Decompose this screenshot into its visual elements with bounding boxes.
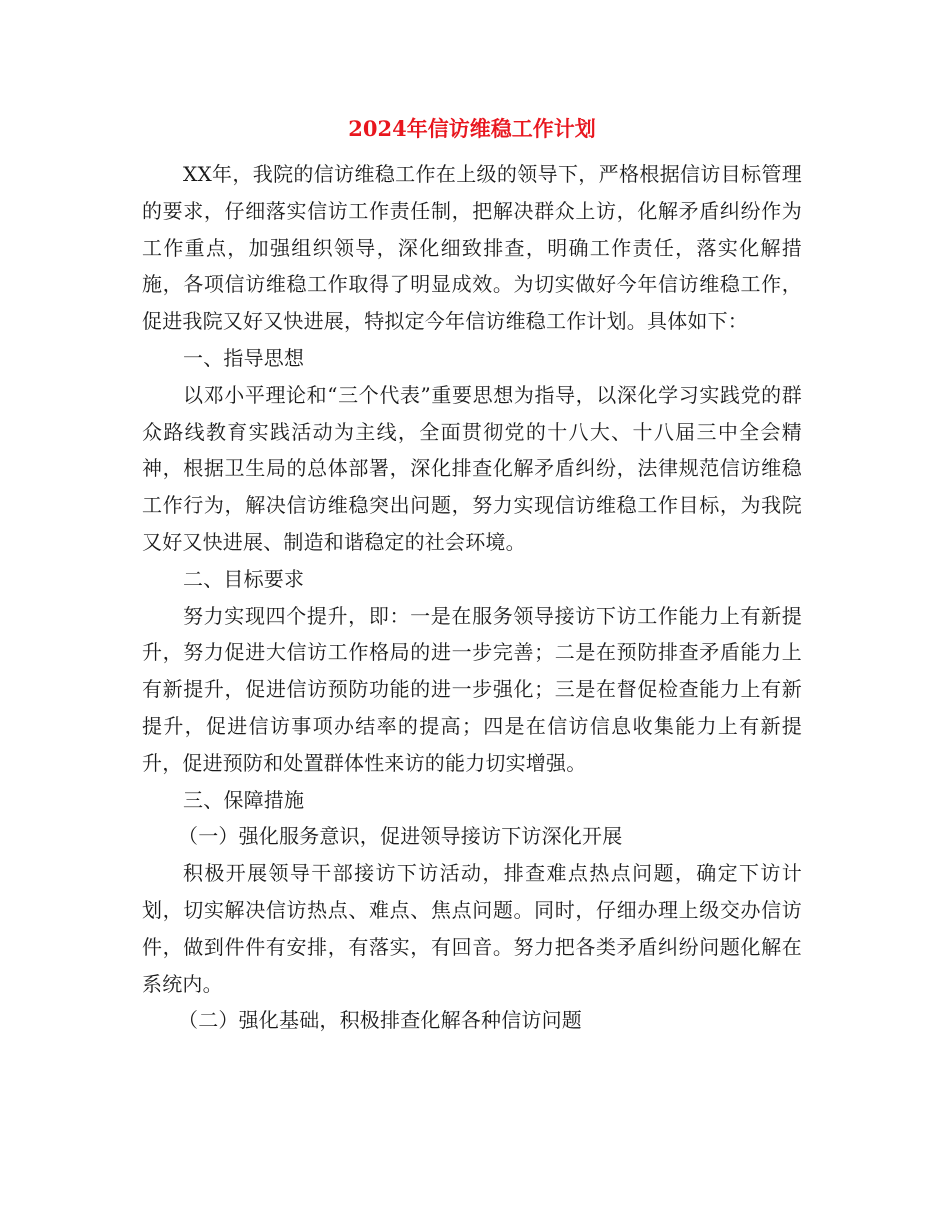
- section-heading-goals: 二、目标要求: [183, 566, 305, 591]
- section-heading-measures: 三、保障措施: [183, 787, 305, 812]
- subsection-body-service-awareness: 积极开展领导干部接访下访活动，排查难点热点问题，确定下访计划，切实解决信访热点、难点、焦点问题。同时，仔细办理上级交办信访件，做到件件有安排，有落实，有回音。努力把各类矛盾纠纷问题化解在系统内。: [142, 861, 802, 996]
- document-page: [142, 110, 802, 1039]
- document-title: 2024年信访维稳工作计划: [348, 116, 596, 141]
- intro-paragraph: XX年，我院的信访维稳工作在上级的领导下，严格根据信访目标管理的要求，仔细落实信访工作责任制，把解决群众上访，化解矛盾纠纷作为工作重点，加强组织领导，深化细致排查，明确工作责任，落实化解措施，各项信访维稳工作取得了明显成效。为切实做好今年信访维稳工作，促进我院又好又快进展，特拟定今年信访维稳工作计划。具体如下：: [142, 162, 802, 334]
- section-body-goals: 努力实现四个提升，即：一是在服务领导接访下访工作能力上有新提升，努力促进大信访工作格局的进一步完善；二是在预防排查矛盾能力上有新提升，促进信访预防功能的进一步强化；三是在督促检查能力上有新提升，促进信访事项办结率的提高；四是在信访信息收集能力上有新提升，促进预防和处置群体性来访的能力切实增强。: [142, 603, 802, 775]
- section-body-guiding-ideology: 以邓小平理论和“三个代表”重要思想为指导，以深化学习实践党的群众路线教育实践活动为主线，全面贯彻党的十八大、十八届三中全会精神，根据卫生局的总体部署，深化排查化解矛盾纠纷，法律规范信访维稳工作行为，解决信访维稳突出问题，努力实现信访维稳工作目标，为我院又好又快进展、制造和谐稳定的社会环境。: [142, 382, 802, 554]
- subsection-heading-service-awareness: （一）强化服务意识，促进领导接访下访深化开展: [178, 824, 623, 849]
- section-heading-guiding-ideology: 一、指导思想: [183, 345, 305, 370]
- subsection-heading-strengthen-foundation: （二）强化基础，积极排查化解各种信访问题: [178, 1008, 582, 1033]
